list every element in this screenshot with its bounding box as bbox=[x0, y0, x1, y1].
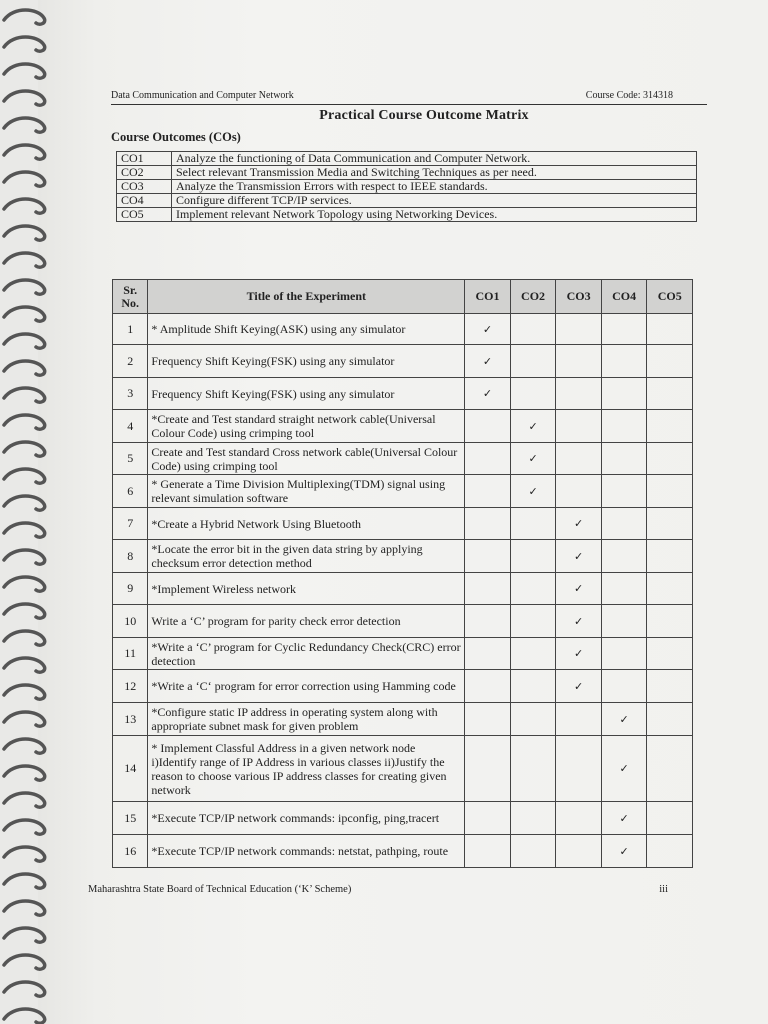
experiment-row bbox=[113, 475, 693, 508]
check-mark-icon: ✓ bbox=[573, 647, 584, 660]
check-mark-icon: ✓ bbox=[482, 354, 493, 368]
co5-mapping-cell bbox=[647, 802, 693, 835]
co4-mapping-cell bbox=[601, 638, 647, 670]
co2-mapping-cell bbox=[510, 508, 556, 540]
co5-mapping-cell bbox=[647, 736, 693, 802]
experiment-sr-no: 11 bbox=[113, 638, 148, 670]
experiment-title: *Write a ‘C‘ program for error correction using Hamming code bbox=[148, 670, 465, 703]
co1-mapping-cell bbox=[465, 314, 511, 345]
page-title bbox=[0, 108, 768, 124]
co2-mapping-cell bbox=[510, 378, 556, 410]
experiment-matrix-table bbox=[112, 279, 693, 868]
spiral-coil bbox=[4, 361, 45, 375]
co1-mapping-cell bbox=[465, 670, 511, 703]
experiment-title: *Execute TCP/IP network commands: ipconfig, ping,tracert bbox=[148, 802, 465, 835]
co2-mapping-cell bbox=[510, 410, 556, 443]
experiment-title: Write a ‘C’ program for parity check error detection bbox=[148, 605, 465, 638]
spiral-coil bbox=[4, 712, 45, 726]
co-heading: Course Outcomes (COs) bbox=[111, 130, 241, 144]
co1-mapping-cell bbox=[465, 605, 511, 638]
check-mark-icon: ✓ bbox=[528, 452, 538, 465]
check-mark-icon: ✓ bbox=[528, 419, 538, 433]
co5-mapping-cell bbox=[647, 835, 693, 868]
co3-mapping-cell bbox=[556, 835, 602, 868]
spiral-coil bbox=[4, 847, 45, 861]
experiment-title: * Amplitude Shift Keying(ASK) using any simulator bbox=[148, 314, 465, 345]
experiment-title: Frequency Shift Keying(FSK) using any simulator bbox=[148, 378, 465, 410]
co3-mapping-cell bbox=[556, 508, 602, 540]
co5-mapping-cell bbox=[647, 670, 693, 703]
experiment-title: * Implement Classful Address in a given network node i)Identify range of IP Address in various classes ii)Justify the reason to choose various IP address classes for creating given network bbox=[148, 736, 465, 802]
co5-mapping-cell bbox=[647, 508, 693, 540]
spiral-coil bbox=[4, 64, 45, 78]
co-description: Analyze the functioning of Data Communication and Computer Network. bbox=[172, 152, 697, 166]
experiment-title: *Create a Hybrid Network Using Bluetooth bbox=[148, 508, 465, 540]
check-mark-icon: ✓ bbox=[482, 387, 493, 400]
co1-mapping-cell bbox=[465, 638, 511, 670]
co1-mapping-cell bbox=[465, 378, 511, 410]
co1-mapping-cell bbox=[465, 443, 511, 475]
spiral-coil bbox=[4, 604, 45, 618]
check-mark-icon: ✓ bbox=[482, 322, 493, 336]
spiral-coil bbox=[4, 685, 45, 699]
experiment-row bbox=[113, 638, 693, 670]
co2-mapping-cell bbox=[510, 835, 556, 868]
co1-mapping-cell bbox=[465, 703, 511, 736]
co4-mapping-cell bbox=[601, 508, 647, 540]
co4-mapping-cell bbox=[601, 703, 647, 736]
co3-mapping-cell bbox=[556, 703, 602, 736]
experiment-title: *Write a ‘C’ program for Cyclic Redundancy Check(CRC) error detection bbox=[148, 638, 465, 670]
header-co1: CO1 bbox=[465, 280, 511, 314]
co4-mapping-cell bbox=[601, 670, 647, 703]
spiral-coil bbox=[4, 37, 45, 51]
spiral-coil bbox=[4, 145, 45, 159]
spiral-coil bbox=[4, 955, 45, 969]
check-mark-icon: ✓ bbox=[619, 712, 629, 726]
spiral-binding bbox=[0, 0, 60, 1024]
co2-mapping-cell bbox=[510, 345, 556, 378]
course-outcomes-table bbox=[116, 151, 697, 222]
header-co2: CO2 bbox=[510, 280, 556, 314]
experiment-row bbox=[113, 670, 693, 703]
co1-mapping-cell bbox=[465, 736, 511, 802]
check-mark-icon: ✓ bbox=[619, 762, 629, 775]
co-code: CO4 bbox=[117, 194, 172, 208]
co5-mapping-cell bbox=[647, 443, 693, 475]
check-mark-icon: ✓ bbox=[573, 614, 584, 628]
co2-mapping-cell bbox=[510, 638, 556, 670]
experiment-sr-no: 12 bbox=[113, 670, 148, 703]
spiral-coil bbox=[4, 1009, 45, 1023]
spiral-coil bbox=[4, 874, 45, 888]
co3-mapping-cell bbox=[556, 605, 602, 638]
experiment-sr-no: 2 bbox=[113, 345, 148, 378]
experiment-row bbox=[113, 835, 693, 868]
co-row bbox=[117, 166, 697, 180]
co3-mapping-cell bbox=[556, 802, 602, 835]
spiral-coil bbox=[4, 172, 45, 186]
experiment-sr-no: 13 bbox=[113, 703, 148, 736]
experiment-row bbox=[113, 378, 693, 410]
co5-mapping-cell bbox=[647, 314, 693, 345]
co2-mapping-cell bbox=[510, 605, 556, 638]
co4-mapping-cell bbox=[601, 540, 647, 573]
co4-mapping-cell bbox=[601, 736, 647, 802]
experiment-row bbox=[113, 736, 693, 802]
experiment-row bbox=[113, 703, 693, 736]
co1-mapping-cell bbox=[465, 475, 511, 508]
experiment-title: *Implement Wireless network bbox=[148, 573, 465, 605]
spiral-coil bbox=[4, 415, 45, 429]
spiral-coil bbox=[4, 550, 45, 564]
co4-mapping-cell bbox=[601, 573, 647, 605]
spiral-coil bbox=[4, 793, 45, 807]
co-code: CO3 bbox=[117, 180, 172, 194]
co4-mapping-cell bbox=[601, 410, 647, 443]
co5-mapping-cell bbox=[647, 378, 693, 410]
check-mark-icon: ✓ bbox=[528, 484, 538, 498]
co-row bbox=[117, 180, 697, 194]
spiral-coil bbox=[4, 10, 45, 24]
spiral-coil bbox=[4, 307, 45, 321]
spiral-coil bbox=[4, 766, 45, 780]
experiment-sr-no: 15 bbox=[113, 802, 148, 835]
co1-mapping-cell bbox=[465, 573, 511, 605]
co3-mapping-cell bbox=[556, 443, 602, 475]
spiral-coil bbox=[4, 820, 45, 834]
spiral-coil bbox=[4, 496, 45, 510]
co-row bbox=[117, 152, 697, 166]
experiment-row bbox=[113, 540, 693, 573]
co4-mapping-cell bbox=[601, 802, 647, 835]
co4-mapping-cell bbox=[601, 443, 647, 475]
spiral-coil bbox=[4, 253, 45, 267]
spiral-coil bbox=[4, 469, 45, 483]
check-mark-icon: ✓ bbox=[573, 549, 584, 563]
experiment-title: Frequency Shift Keying(FSK) using any simulator bbox=[148, 345, 465, 378]
spiral-coil bbox=[4, 631, 45, 645]
experiment-sr-no: 3 bbox=[113, 378, 148, 410]
experiment-sr-no: 1 bbox=[113, 314, 148, 345]
page-title-text: Practical Course Outcome Matrix bbox=[319, 108, 529, 123]
co1-mapping-cell bbox=[465, 540, 511, 573]
spiral-coil bbox=[4, 442, 45, 456]
header-title: Title of the Experiment bbox=[148, 280, 465, 314]
check-mark-icon: ✓ bbox=[573, 679, 584, 693]
experiment-title: *Configure static IP address in operating system along with appropriate subnet mask for given problem bbox=[148, 703, 465, 736]
co4-mapping-cell bbox=[601, 314, 647, 345]
co3-mapping-cell bbox=[556, 638, 602, 670]
check-mark-icon: ✓ bbox=[619, 811, 629, 825]
co4-mapping-cell bbox=[601, 378, 647, 410]
spiral-coil bbox=[4, 982, 45, 996]
co1-mapping-cell bbox=[465, 802, 511, 835]
experiment-row bbox=[113, 443, 693, 475]
spiral-coil bbox=[4, 226, 45, 240]
co-row bbox=[117, 208, 697, 222]
co2-mapping-cell bbox=[510, 540, 556, 573]
check-mark-icon: ✓ bbox=[573, 517, 584, 530]
experiment-title: *Execute TCP/IP network commands: netstat, pathping, route bbox=[148, 835, 465, 868]
co1-mapping-cell bbox=[465, 410, 511, 443]
experiment-sr-no: 8 bbox=[113, 540, 148, 573]
page-header bbox=[111, 88, 707, 105]
spiral-coil bbox=[4, 334, 45, 348]
co5-mapping-cell bbox=[647, 410, 693, 443]
co-code: CO2 bbox=[117, 166, 172, 180]
experiment-row bbox=[113, 605, 693, 638]
experiment-sr-no: 14 bbox=[113, 736, 148, 802]
experiment-row bbox=[113, 573, 693, 605]
co2-mapping-cell bbox=[510, 703, 556, 736]
matrix-header-row bbox=[113, 280, 693, 314]
header-subject: Data Communication and Computer Network bbox=[111, 90, 294, 101]
co-row bbox=[117, 194, 697, 208]
spiral-coil bbox=[4, 199, 45, 213]
co4-mapping-cell bbox=[601, 475, 647, 508]
header-co4: CO4 bbox=[601, 280, 647, 314]
header-course-code: Course Code: 314318 bbox=[585, 90, 673, 101]
co5-mapping-cell bbox=[647, 573, 693, 605]
experiment-sr-no: 4 bbox=[113, 410, 148, 443]
co3-mapping-cell bbox=[556, 410, 602, 443]
co-description: Implement relevant Network Topology using Networking Devices. bbox=[172, 208, 697, 222]
co5-mapping-cell bbox=[647, 475, 693, 508]
co2-mapping-cell bbox=[510, 670, 556, 703]
spiral-coil bbox=[4, 928, 45, 942]
page-footer bbox=[88, 884, 668, 895]
co5-mapping-cell bbox=[647, 345, 693, 378]
co2-mapping-cell bbox=[510, 736, 556, 802]
spiral-coil bbox=[4, 523, 45, 537]
co3-mapping-cell bbox=[556, 475, 602, 508]
co3-mapping-cell bbox=[556, 670, 602, 703]
experiment-title: *Locate the error bit in the given data string by applying checksum error detection method bbox=[148, 540, 465, 573]
experiment-row bbox=[113, 345, 693, 378]
co3-mapping-cell bbox=[556, 540, 602, 573]
experiment-sr-no: 10 bbox=[113, 605, 148, 638]
co-code: CO5 bbox=[117, 208, 172, 222]
experiment-sr-no: 7 bbox=[113, 508, 148, 540]
spiral-coil bbox=[4, 901, 45, 915]
header-co5: CO5 bbox=[647, 280, 693, 314]
experiment-title: *Create and Test standard straight network cable(Universal Colour Code) using crimping tool bbox=[148, 410, 465, 443]
co5-mapping-cell bbox=[647, 703, 693, 736]
experiment-title: Create and Test standard Cross network cable(Universal Colour Code) using crimping tool bbox=[148, 443, 465, 475]
footer-page-number: iii bbox=[659, 884, 668, 895]
experiment-sr-no: 5 bbox=[113, 443, 148, 475]
co2-mapping-cell bbox=[510, 443, 556, 475]
check-mark-icon: ✓ bbox=[573, 582, 584, 595]
co5-mapping-cell bbox=[647, 638, 693, 670]
co2-mapping-cell bbox=[510, 573, 556, 605]
co3-mapping-cell bbox=[556, 736, 602, 802]
co3-mapping-cell bbox=[556, 314, 602, 345]
co2-mapping-cell bbox=[510, 475, 556, 508]
spiral-coil bbox=[4, 280, 45, 294]
co-description: Analyze the Transmission Errors with respect to IEEE standards. bbox=[172, 180, 697, 194]
co4-mapping-cell bbox=[601, 345, 647, 378]
spiral-coil bbox=[4, 388, 45, 402]
co4-mapping-cell bbox=[601, 835, 647, 868]
co5-mapping-cell bbox=[647, 540, 693, 573]
experiment-row bbox=[113, 802, 693, 835]
experiment-row bbox=[113, 410, 693, 443]
spiral-coil bbox=[4, 739, 45, 753]
co4-mapping-cell bbox=[601, 605, 647, 638]
spiral-coil bbox=[4, 658, 45, 672]
spiral-coil bbox=[4, 91, 45, 105]
co-description: Select relevant Transmission Media and Switching Techniques as per need. bbox=[172, 166, 697, 180]
co2-mapping-cell bbox=[510, 802, 556, 835]
spiral-coil bbox=[4, 577, 45, 591]
co1-mapping-cell bbox=[465, 835, 511, 868]
check-mark-icon: ✓ bbox=[619, 844, 629, 858]
co3-mapping-cell bbox=[556, 378, 602, 410]
experiment-row bbox=[113, 314, 693, 345]
co1-mapping-cell bbox=[465, 508, 511, 540]
header-co3: CO3 bbox=[556, 280, 602, 314]
experiment-title: * Generate a Time Division Multiplexing(TDM) signal using relevant simulation software bbox=[148, 475, 465, 508]
co2-mapping-cell bbox=[510, 314, 556, 345]
experiment-sr-no: 9 bbox=[113, 573, 148, 605]
co-description: Configure different TCP/IP services. bbox=[172, 194, 697, 208]
experiment-sr-no: 6 bbox=[113, 475, 148, 508]
co3-mapping-cell bbox=[556, 345, 602, 378]
co5-mapping-cell bbox=[647, 605, 693, 638]
experiment-sr-no: 16 bbox=[113, 835, 148, 868]
co1-mapping-cell bbox=[465, 345, 511, 378]
footer-board: Maharashtra State Board of Technical Education (‘K’ Scheme) bbox=[88, 884, 352, 895]
co3-mapping-cell bbox=[556, 573, 602, 605]
experiment-row bbox=[113, 508, 693, 540]
co-code: CO1 bbox=[117, 152, 172, 166]
header-sr-no: Sr. No. bbox=[113, 280, 148, 314]
